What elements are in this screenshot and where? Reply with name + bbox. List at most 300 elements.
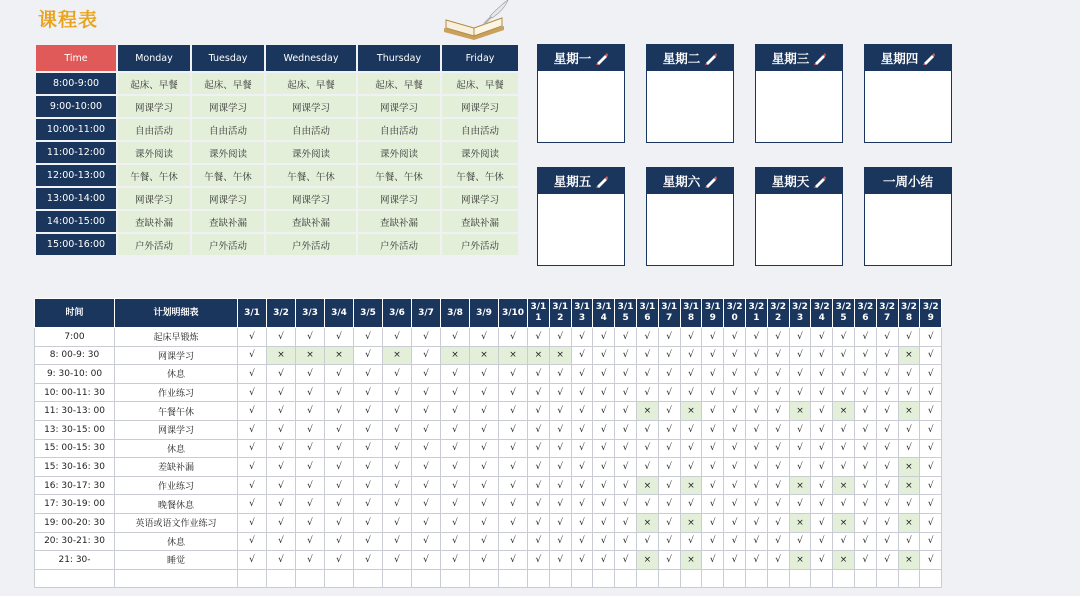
day-note-box[interactable] <box>755 44 843 143</box>
done-mark-cell[interactable]: √ <box>854 346 876 365</box>
done-mark-cell[interactable]: √ <box>767 495 789 514</box>
done-mark-cell[interactable]: √ <box>658 383 680 402</box>
done-mark-cell[interactable]: √ <box>412 365 441 384</box>
done-mark-cell[interactable]: √ <box>528 439 550 458</box>
activity-cell[interactable]: 网课学习 <box>358 96 440 117</box>
done-mark-cell[interactable]: √ <box>441 365 470 384</box>
missed-mark-cell[interactable]: × <box>789 513 811 532</box>
done-mark-cell[interactable]: √ <box>571 495 593 514</box>
done-mark-cell[interactable]: √ <box>470 439 499 458</box>
done-mark-cell[interactable]: √ <box>593 365 615 384</box>
done-mark-cell[interactable]: √ <box>354 439 383 458</box>
activity-cell[interactable]: 户外活动 <box>266 234 356 255</box>
done-mark-cell[interactable]: √ <box>898 365 920 384</box>
done-mark-cell[interactable]: √ <box>767 551 789 570</box>
activity-cell[interactable]: 网课学习 <box>358 188 440 209</box>
done-mark-cell[interactable]: √ <box>267 495 296 514</box>
done-mark-cell[interactable]: √ <box>876 365 898 384</box>
done-mark-cell[interactable]: √ <box>636 420 658 439</box>
missed-mark-cell[interactable]: × <box>789 551 811 570</box>
done-mark-cell[interactable]: √ <box>680 328 702 347</box>
done-mark-cell[interactable]: √ <box>615 365 637 384</box>
missed-mark-cell[interactable]: × <box>636 476 658 495</box>
day-note-box[interactable] <box>864 44 952 143</box>
done-mark-cell[interactable]: √ <box>549 402 571 421</box>
activity-cell[interactable]: 网课学习 <box>266 96 356 117</box>
done-mark-cell[interactable]: √ <box>724 495 746 514</box>
done-mark-cell[interactable]: √ <box>636 328 658 347</box>
done-mark-cell[interactable]: √ <box>724 458 746 477</box>
done-mark-cell[interactable]: √ <box>789 346 811 365</box>
done-mark-cell[interactable]: √ <box>528 551 550 570</box>
done-mark-cell[interactable]: √ <box>593 402 615 421</box>
done-mark-cell[interactable]: √ <box>412 458 441 477</box>
done-mark-cell[interactable]: √ <box>920 402 942 421</box>
done-mark-cell[interactable]: √ <box>833 495 855 514</box>
done-mark-cell[interactable]: √ <box>920 346 942 365</box>
done-mark-cell[interactable]: √ <box>571 532 593 551</box>
done-mark-cell[interactable]: √ <box>499 495 528 514</box>
done-mark-cell[interactable]: √ <box>296 476 325 495</box>
missed-mark-cell[interactable]: × <box>898 513 920 532</box>
done-mark-cell[interactable]: √ <box>296 495 325 514</box>
done-mark-cell[interactable]: √ <box>833 420 855 439</box>
done-mark-cell[interactable]: √ <box>354 402 383 421</box>
done-mark-cell[interactable]: √ <box>615 420 637 439</box>
done-mark-cell[interactable]: √ <box>876 420 898 439</box>
done-mark-cell[interactable]: √ <box>745 439 767 458</box>
done-mark-cell[interactable]: √ <box>811 383 833 402</box>
done-mark-cell[interactable]: √ <box>499 420 528 439</box>
done-mark-cell[interactable]: √ <box>615 513 637 532</box>
done-mark-cell[interactable]: √ <box>876 328 898 347</box>
done-mark-cell[interactable]: √ <box>811 346 833 365</box>
done-mark-cell[interactable]: √ <box>724 476 746 495</box>
done-mark-cell[interactable]: √ <box>745 420 767 439</box>
activity-cell[interactable]: 查缺补漏 <box>442 211 518 232</box>
done-mark-cell[interactable]: √ <box>267 328 296 347</box>
missed-mark-cell[interactable]: × <box>528 346 550 365</box>
done-mark-cell[interactable]: √ <box>593 458 615 477</box>
done-mark-cell[interactable]: √ <box>441 328 470 347</box>
activity-cell[interactable]: 午餐、午休 <box>358 165 440 186</box>
activity-cell[interactable]: 自由活动 <box>442 119 518 140</box>
done-mark-cell[interactable]: √ <box>441 551 470 570</box>
done-mark-cell[interactable]: √ <box>724 365 746 384</box>
done-mark-cell[interactable]: √ <box>412 439 441 458</box>
done-mark-cell[interactable]: √ <box>854 328 876 347</box>
done-mark-cell[interactable]: √ <box>383 439 412 458</box>
done-mark-cell[interactable]: √ <box>724 439 746 458</box>
activity-cell[interactable]: 起床、早餐 <box>266 73 356 94</box>
activity-cell[interactable]: 起床、早餐 <box>118 73 190 94</box>
activity-cell[interactable]: 午餐、午休 <box>192 165 264 186</box>
done-mark-cell[interactable]: √ <box>383 458 412 477</box>
done-mark-cell[interactable]: √ <box>571 458 593 477</box>
done-mark-cell[interactable]: √ <box>238 402 267 421</box>
done-mark-cell[interactable]: √ <box>898 328 920 347</box>
done-mark-cell[interactable]: √ <box>854 495 876 514</box>
done-mark-cell[interactable]: √ <box>296 513 325 532</box>
done-mark-cell[interactable]: √ <box>898 439 920 458</box>
done-mark-cell[interactable]: √ <box>680 458 702 477</box>
done-mark-cell[interactable]: √ <box>854 402 876 421</box>
done-mark-cell[interactable]: √ <box>593 420 615 439</box>
done-mark-cell[interactable]: √ <box>238 383 267 402</box>
done-mark-cell[interactable]: √ <box>658 328 680 347</box>
done-mark-cell[interactable]: √ <box>702 551 724 570</box>
empty-cell[interactable] <box>115 569 238 587</box>
activity-cell[interactable]: 起床、早餐 <box>192 73 264 94</box>
missed-mark-cell[interactable]: × <box>441 346 470 365</box>
done-mark-cell[interactable]: √ <box>876 383 898 402</box>
done-mark-cell[interactable]: √ <box>470 402 499 421</box>
done-mark-cell[interactable]: √ <box>412 495 441 514</box>
empty-cell[interactable] <box>528 569 550 587</box>
missed-mark-cell[interactable]: × <box>383 346 412 365</box>
done-mark-cell[interactable]: √ <box>811 439 833 458</box>
done-mark-cell[interactable]: √ <box>876 476 898 495</box>
done-mark-cell[interactable]: √ <box>920 513 942 532</box>
done-mark-cell[interactable]: √ <box>854 551 876 570</box>
done-mark-cell[interactable]: √ <box>745 402 767 421</box>
done-mark-cell[interactable]: √ <box>470 532 499 551</box>
done-mark-cell[interactable]: √ <box>354 551 383 570</box>
done-mark-cell[interactable]: √ <box>680 383 702 402</box>
done-mark-cell[interactable]: √ <box>267 439 296 458</box>
done-mark-cell[interactable]: √ <box>383 513 412 532</box>
done-mark-cell[interactable]: √ <box>702 495 724 514</box>
done-mark-cell[interactable]: √ <box>354 383 383 402</box>
activity-cell[interactable]: 自由活动 <box>266 119 356 140</box>
done-mark-cell[interactable]: √ <box>833 439 855 458</box>
done-mark-cell[interactable]: √ <box>499 328 528 347</box>
done-mark-cell[interactable]: √ <box>876 513 898 532</box>
done-mark-cell[interactable]: √ <box>724 532 746 551</box>
done-mark-cell[interactable]: √ <box>615 532 637 551</box>
empty-cell[interactable] <box>833 569 855 587</box>
done-mark-cell[interactable]: √ <box>383 328 412 347</box>
done-mark-cell[interactable]: √ <box>680 532 702 551</box>
done-mark-cell[interactable]: √ <box>571 420 593 439</box>
done-mark-cell[interactable]: √ <box>571 476 593 495</box>
day-note-box[interactable] <box>646 44 734 143</box>
done-mark-cell[interactable]: √ <box>499 476 528 495</box>
empty-cell[interactable] <box>499 569 528 587</box>
done-mark-cell[interactable]: √ <box>383 476 412 495</box>
done-mark-cell[interactable]: √ <box>789 439 811 458</box>
activity-cell[interactable]: 课外阅读 <box>266 142 356 163</box>
done-mark-cell[interactable]: √ <box>267 420 296 439</box>
missed-mark-cell[interactable]: × <box>833 476 855 495</box>
done-mark-cell[interactable]: √ <box>745 532 767 551</box>
done-mark-cell[interactable]: √ <box>238 346 267 365</box>
done-mark-cell[interactable]: √ <box>702 402 724 421</box>
missed-mark-cell[interactable]: × <box>833 513 855 532</box>
done-mark-cell[interactable]: √ <box>593 551 615 570</box>
done-mark-cell[interactable]: √ <box>571 346 593 365</box>
done-mark-cell[interactable]: √ <box>238 420 267 439</box>
empty-cell[interactable] <box>854 569 876 587</box>
done-mark-cell[interactable]: √ <box>636 365 658 384</box>
done-mark-cell[interactable]: √ <box>267 365 296 384</box>
missed-mark-cell[interactable]: × <box>636 551 658 570</box>
done-mark-cell[interactable]: √ <box>593 346 615 365</box>
done-mark-cell[interactable]: √ <box>636 532 658 551</box>
done-mark-cell[interactable]: √ <box>571 551 593 570</box>
empty-cell[interactable] <box>441 569 470 587</box>
done-mark-cell[interactable]: √ <box>549 513 571 532</box>
done-mark-cell[interactable]: √ <box>724 420 746 439</box>
done-mark-cell[interactable]: √ <box>658 420 680 439</box>
done-mark-cell[interactable]: √ <box>876 495 898 514</box>
done-mark-cell[interactable]: √ <box>412 383 441 402</box>
done-mark-cell[interactable]: √ <box>854 365 876 384</box>
done-mark-cell[interactable]: √ <box>811 532 833 551</box>
done-mark-cell[interactable]: √ <box>571 402 593 421</box>
done-mark-cell[interactable]: √ <box>267 476 296 495</box>
missed-mark-cell[interactable]: × <box>898 402 920 421</box>
done-mark-cell[interactable]: √ <box>833 346 855 365</box>
day-note-box[interactable] <box>864 167 952 266</box>
done-mark-cell[interactable]: √ <box>383 365 412 384</box>
done-mark-cell[interactable]: √ <box>833 365 855 384</box>
done-mark-cell[interactable]: √ <box>354 365 383 384</box>
done-mark-cell[interactable]: √ <box>499 402 528 421</box>
done-mark-cell[interactable]: √ <box>767 532 789 551</box>
done-mark-cell[interactable]: √ <box>296 532 325 551</box>
done-mark-cell[interactable]: √ <box>325 495 354 514</box>
done-mark-cell[interactable]: √ <box>549 365 571 384</box>
done-mark-cell[interactable]: √ <box>767 476 789 495</box>
empty-cell[interactable] <box>898 569 920 587</box>
done-mark-cell[interactable]: √ <box>876 346 898 365</box>
done-mark-cell[interactable]: √ <box>615 476 637 495</box>
activity-cell[interactable]: 网课学习 <box>442 188 518 209</box>
done-mark-cell[interactable]: √ <box>441 495 470 514</box>
done-mark-cell[interactable]: √ <box>549 458 571 477</box>
done-mark-cell[interactable]: √ <box>470 365 499 384</box>
done-mark-cell[interactable]: √ <box>470 420 499 439</box>
done-mark-cell[interactable]: √ <box>833 383 855 402</box>
activity-cell[interactable]: 网课学习 <box>118 96 190 117</box>
empty-cell[interactable] <box>658 569 680 587</box>
done-mark-cell[interactable]: √ <box>354 513 383 532</box>
missed-mark-cell[interactable]: × <box>680 551 702 570</box>
done-mark-cell[interactable]: √ <box>441 402 470 421</box>
done-mark-cell[interactable]: √ <box>325 420 354 439</box>
done-mark-cell[interactable]: √ <box>549 439 571 458</box>
activity-cell[interactable]: 午餐、午休 <box>118 165 190 186</box>
done-mark-cell[interactable]: √ <box>441 439 470 458</box>
done-mark-cell[interactable]: √ <box>636 458 658 477</box>
done-mark-cell[interactable]: √ <box>615 346 637 365</box>
day-note-box[interactable] <box>537 44 625 143</box>
missed-mark-cell[interactable]: × <box>296 346 325 365</box>
done-mark-cell[interactable]: √ <box>789 365 811 384</box>
empty-cell[interactable] <box>920 569 942 587</box>
done-mark-cell[interactable]: √ <box>354 458 383 477</box>
done-mark-cell[interactable]: √ <box>658 513 680 532</box>
missed-mark-cell[interactable]: × <box>325 346 354 365</box>
done-mark-cell[interactable]: √ <box>767 420 789 439</box>
done-mark-cell[interactable]: √ <box>528 402 550 421</box>
empty-cell[interactable] <box>549 569 571 587</box>
done-mark-cell[interactable]: √ <box>238 513 267 532</box>
done-mark-cell[interactable]: √ <box>658 402 680 421</box>
done-mark-cell[interactable]: √ <box>441 420 470 439</box>
done-mark-cell[interactable]: √ <box>528 365 550 384</box>
missed-mark-cell[interactable]: × <box>789 476 811 495</box>
missed-mark-cell[interactable]: × <box>680 402 702 421</box>
done-mark-cell[interactable]: √ <box>854 383 876 402</box>
done-mark-cell[interactable]: √ <box>441 458 470 477</box>
done-mark-cell[interactable]: √ <box>528 420 550 439</box>
empty-cell[interactable] <box>789 569 811 587</box>
done-mark-cell[interactable]: √ <box>724 402 746 421</box>
day-note-box[interactable] <box>755 167 843 266</box>
done-mark-cell[interactable]: √ <box>724 551 746 570</box>
activity-cell[interactable]: 网课学习 <box>442 96 518 117</box>
activity-cell[interactable]: 查缺补漏 <box>192 211 264 232</box>
done-mark-cell[interactable]: √ <box>615 458 637 477</box>
empty-cell[interactable] <box>296 569 325 587</box>
done-mark-cell[interactable]: √ <box>238 458 267 477</box>
activity-cell[interactable]: 起床、早餐 <box>442 73 518 94</box>
missed-mark-cell[interactable]: × <box>898 476 920 495</box>
done-mark-cell[interactable]: √ <box>767 328 789 347</box>
empty-cell[interactable] <box>35 569 115 587</box>
done-mark-cell[interactable]: √ <box>325 328 354 347</box>
done-mark-cell[interactable]: √ <box>702 365 724 384</box>
done-mark-cell[interactable]: √ <box>528 495 550 514</box>
done-mark-cell[interactable]: √ <box>383 495 412 514</box>
done-mark-cell[interactable]: √ <box>412 328 441 347</box>
empty-cell[interactable] <box>325 569 354 587</box>
done-mark-cell[interactable]: √ <box>615 402 637 421</box>
activity-cell[interactable]: 课外阅读 <box>118 142 190 163</box>
done-mark-cell[interactable]: √ <box>549 476 571 495</box>
done-mark-cell[interactable]: √ <box>383 420 412 439</box>
done-mark-cell[interactable]: √ <box>789 420 811 439</box>
done-mark-cell[interactable]: √ <box>267 532 296 551</box>
done-mark-cell[interactable]: √ <box>920 383 942 402</box>
missed-mark-cell[interactable]: × <box>898 458 920 477</box>
done-mark-cell[interactable]: √ <box>833 532 855 551</box>
empty-cell[interactable] <box>767 569 789 587</box>
done-mark-cell[interactable]: √ <box>528 476 550 495</box>
empty-cell[interactable] <box>811 569 833 587</box>
done-mark-cell[interactable]: √ <box>767 383 789 402</box>
done-mark-cell[interactable]: √ <box>412 346 441 365</box>
done-mark-cell[interactable]: √ <box>549 420 571 439</box>
done-mark-cell[interactable]: √ <box>267 551 296 570</box>
done-mark-cell[interactable]: √ <box>412 476 441 495</box>
done-mark-cell[interactable]: √ <box>789 458 811 477</box>
done-mark-cell[interactable]: √ <box>499 383 528 402</box>
done-mark-cell[interactable]: √ <box>499 551 528 570</box>
done-mark-cell[interactable]: √ <box>325 551 354 570</box>
done-mark-cell[interactable]: √ <box>854 420 876 439</box>
done-mark-cell[interactable]: √ <box>898 383 920 402</box>
done-mark-cell[interactable]: √ <box>636 439 658 458</box>
done-mark-cell[interactable]: √ <box>354 476 383 495</box>
missed-mark-cell[interactable]: × <box>833 551 855 570</box>
empty-cell[interactable] <box>876 569 898 587</box>
empty-cell[interactable] <box>571 569 593 587</box>
done-mark-cell[interactable]: √ <box>920 328 942 347</box>
done-mark-cell[interactable]: √ <box>876 551 898 570</box>
done-mark-cell[interactable]: √ <box>898 532 920 551</box>
done-mark-cell[interactable]: √ <box>571 383 593 402</box>
done-mark-cell[interactable]: √ <box>658 551 680 570</box>
done-mark-cell[interactable]: √ <box>354 495 383 514</box>
done-mark-cell[interactable]: √ <box>745 476 767 495</box>
done-mark-cell[interactable]: √ <box>920 365 942 384</box>
done-mark-cell[interactable]: √ <box>658 532 680 551</box>
done-mark-cell[interactable]: √ <box>296 402 325 421</box>
done-mark-cell[interactable]: √ <box>470 513 499 532</box>
done-mark-cell[interactable]: √ <box>615 551 637 570</box>
done-mark-cell[interactable]: √ <box>854 532 876 551</box>
empty-cell[interactable] <box>238 569 267 587</box>
done-mark-cell[interactable]: √ <box>680 346 702 365</box>
done-mark-cell[interactable]: √ <box>789 328 811 347</box>
done-mark-cell[interactable]: √ <box>593 513 615 532</box>
activity-cell[interactable]: 起床、早餐 <box>358 73 440 94</box>
done-mark-cell[interactable]: √ <box>528 513 550 532</box>
done-mark-cell[interactable]: √ <box>767 346 789 365</box>
activity-cell[interactable]: 课外阅读 <box>192 142 264 163</box>
activity-cell[interactable]: 午餐、午休 <box>442 165 518 186</box>
empty-cell[interactable] <box>470 569 499 587</box>
done-mark-cell[interactable]: √ <box>702 513 724 532</box>
done-mark-cell[interactable]: √ <box>528 328 550 347</box>
done-mark-cell[interactable]: √ <box>571 513 593 532</box>
done-mark-cell[interactable]: √ <box>593 328 615 347</box>
missed-mark-cell[interactable]: × <box>636 402 658 421</box>
done-mark-cell[interactable]: √ <box>325 383 354 402</box>
activity-cell[interactable]: 户外活动 <box>442 234 518 255</box>
empty-cell[interactable] <box>412 569 441 587</box>
activity-cell[interactable]: 自由活动 <box>358 119 440 140</box>
done-mark-cell[interactable]: √ <box>296 420 325 439</box>
done-mark-cell[interactable]: √ <box>702 458 724 477</box>
done-mark-cell[interactable]: √ <box>267 383 296 402</box>
done-mark-cell[interactable]: √ <box>296 383 325 402</box>
done-mark-cell[interactable]: √ <box>383 383 412 402</box>
done-mark-cell[interactable]: √ <box>441 383 470 402</box>
done-mark-cell[interactable]: √ <box>593 383 615 402</box>
done-mark-cell[interactable]: √ <box>811 328 833 347</box>
done-mark-cell[interactable]: √ <box>920 532 942 551</box>
done-mark-cell[interactable]: √ <box>325 402 354 421</box>
done-mark-cell[interactable]: √ <box>745 458 767 477</box>
done-mark-cell[interactable]: √ <box>680 439 702 458</box>
done-mark-cell[interactable]: √ <box>296 439 325 458</box>
done-mark-cell[interactable]: √ <box>412 420 441 439</box>
activity-cell[interactable]: 课外阅读 <box>358 142 440 163</box>
done-mark-cell[interactable]: √ <box>811 476 833 495</box>
done-mark-cell[interactable]: √ <box>470 383 499 402</box>
done-mark-cell[interactable]: √ <box>412 551 441 570</box>
done-mark-cell[interactable]: √ <box>238 365 267 384</box>
done-mark-cell[interactable]: √ <box>833 328 855 347</box>
done-mark-cell[interactable]: √ <box>811 402 833 421</box>
done-mark-cell[interactable]: √ <box>658 346 680 365</box>
done-mark-cell[interactable]: √ <box>920 551 942 570</box>
empty-cell[interactable] <box>724 569 746 587</box>
